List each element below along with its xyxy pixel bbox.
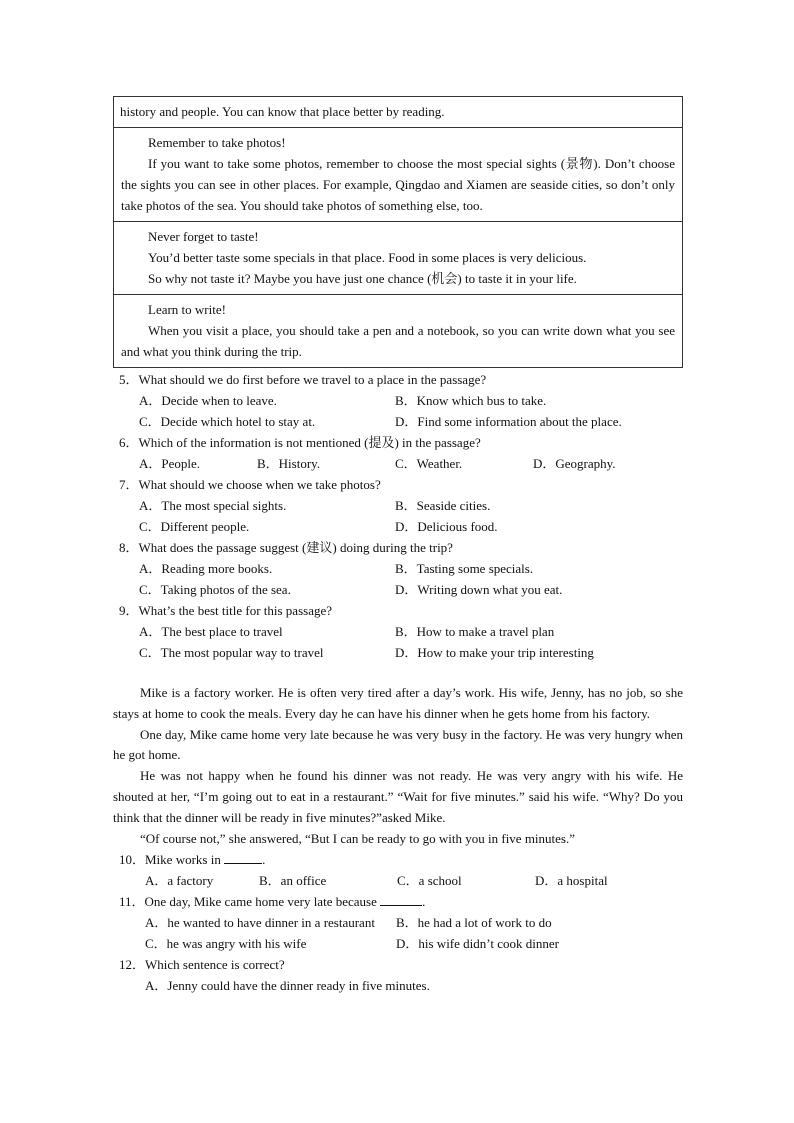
question-11	[113, 891, 683, 954]
story-passage	[113, 683, 683, 849]
option-d: D．Writing down what you eat.	[395, 582, 563, 597]
question-end: .	[422, 894, 426, 910]
option-b: B．How to make a travel plan	[395, 624, 555, 639]
story-paragraph: One day, Mike came home very late because he was very busy in the factory. He was very hungry when he got home.	[113, 726, 683, 763]
passage-table	[113, 96, 683, 368]
question-text: 9．What’s the best title for this passage?	[119, 603, 333, 618]
story-paragraph: “Of course not,” she answered, “But I can be ready to go with you in five minutes.”	[140, 830, 576, 846]
option-b: B．an office	[259, 873, 327, 889]
option-c: C．he was angry with his wife	[145, 936, 307, 952]
passage-row-photos	[114, 128, 683, 222]
question-stem: 12．Which sentence is correct?	[119, 957, 285, 973]
question-5	[113, 369, 683, 432]
answer-blank	[224, 851, 262, 864]
option-b: B．Know which bus to take.	[395, 393, 547, 408]
option-a: A．The best place to travel	[139, 624, 283, 639]
passage-text: If you want to take some photos, remember to choose the most special sights (景物). Don’t choose the sights you can see in other places. For example, Qingdao and Xiamen are seaside cities, so don’t only take photos of the sea. You should take photos of something else, too.	[121, 156, 675, 213]
page-content	[113, 96, 683, 996]
option-a: A．a factory	[145, 873, 214, 889]
option-d: D．his wife didn’t cook dinner	[396, 936, 559, 952]
option-a: A．Decide when to leave.	[139, 393, 277, 408]
option-c: C．a school	[397, 873, 462, 889]
passage-text: You’d better taste some specials in that place. Food in some places is very delicious.	[148, 250, 587, 265]
option-b: B．he had a lot of work to do	[396, 915, 552, 931]
passage-text: So why not taste it? Maybe you have just one chance (机会) to taste it in your life.	[148, 271, 577, 286]
question-text: 8．What does the passage suggest (建议) doing during the trip?	[119, 540, 453, 555]
option-c: C．Taking photos of the sea.	[139, 582, 291, 597]
question-9	[113, 600, 683, 663]
question-stem: 11．One day, Mike came home very late because	[119, 894, 381, 910]
section-heading: Never forget to taste!	[148, 229, 259, 244]
option-b: B．Seaside cities.	[395, 498, 491, 513]
story-paragraph: Mike is a factory worker. He is often very tired after a day’s work. His wife, Jenny, has no job, so she stays at home to cook the meals. Every day he can have his dinner when he gets home from his factory.	[113, 685, 683, 721]
passage-text: history and people. You can know that place better by reading.	[120, 104, 445, 119]
option-c: C．Weather.	[395, 456, 463, 471]
question-stem: 10．Mike works in	[119, 852, 225, 868]
question-7	[113, 474, 683, 537]
question-end: .	[262, 852, 266, 868]
option-d: D．a hospital	[535, 873, 608, 889]
question-text	[113, 849, 683, 870]
question-text	[113, 891, 683, 912]
option-d: D．Delicious food.	[395, 519, 498, 534]
option-d: D．How to make your trip interesting	[395, 645, 594, 660]
passage-row-write	[114, 295, 683, 368]
question-12	[113, 954, 683, 996]
option-a: A．Jenny could have the dinner ready in five minutes.	[145, 978, 430, 994]
option-a: A．People.	[139, 456, 201, 471]
option-b: B．Tasting some specials.	[395, 561, 534, 576]
question-group-a	[113, 369, 683, 663]
option-a: A．Reading more books.	[139, 561, 273, 576]
option-c: C．The most popular way to travel	[139, 645, 324, 660]
section-heading: Remember to take photos!	[148, 135, 286, 150]
question-text	[113, 954, 683, 975]
question-text: 6．Which of the information is not mentioned (提及) in the passage?	[119, 435, 481, 450]
passage-row-reading	[114, 97, 683, 128]
option-a: A．The most special sights.	[139, 498, 287, 513]
story-paragraph: He was not happy when he found his dinner was not ready. He was very angry with his wife. He shouted at her, “I’m going out to eat in a restaurant.” “Wait for five minutes.” said his wife. “Why? Do you think that the dinner will be ready in five minutes?”asked Mike.	[113, 768, 683, 825]
question-group-b	[113, 849, 683, 996]
option-a: A．he wanted to have dinner in a restaurant	[145, 915, 375, 931]
section-heading: Learn to write!	[148, 302, 226, 317]
question-6	[113, 432, 683, 474]
option-b: B．History.	[257, 456, 321, 471]
passage-row-taste	[114, 222, 683, 295]
option-c: C．Different people.	[139, 519, 250, 534]
answer-blank	[380, 893, 422, 906]
passage-text: When you visit a place, you should take a pen and a notebook, so you can write down what you see and what you think during the trip.	[121, 323, 675, 359]
question-10	[113, 849, 683, 891]
question-text: 7．What should we choose when we take photos?	[119, 477, 381, 492]
option-d: D．Geography.	[533, 456, 616, 471]
option-d: D．Find some information about the place.	[395, 414, 622, 429]
question-text: 5．What should we do first before we travel to a place in the passage?	[119, 372, 487, 387]
question-8	[113, 537, 683, 600]
option-c: C．Decide which hotel to stay at.	[139, 414, 316, 429]
